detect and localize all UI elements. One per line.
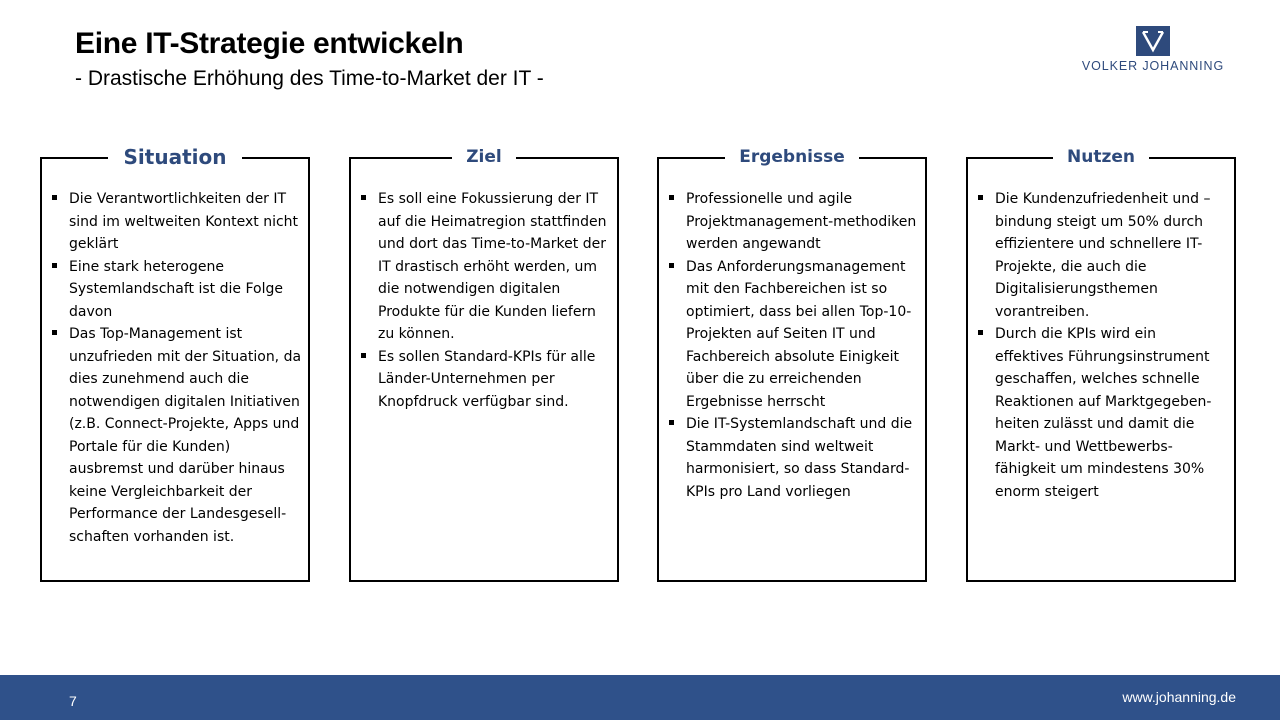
nutzen-heading: Nutzen: [968, 144, 1234, 170]
list-item: Eine stark heterogene Systemlandschaft ist die Folge davon: [51, 256, 302, 324]
list-item: Professionelle und agile Projektmanagement-methodiken werden angewandt: [668, 188, 919, 256]
slide-subtitle: - Drastische Erhöhung des Time-to-Market der IT -: [75, 67, 544, 90]
footer-bar: [0, 675, 1280, 720]
website-link[interactable]: www.johanning.de: [1122, 689, 1236, 705]
ergebnisse-list: [668, 188, 919, 503]
situation-box: [40, 145, 310, 582]
ergebnisse-box: [657, 147, 927, 582]
ziel-heading: Ziel: [351, 144, 617, 170]
company-logo: [1058, 26, 1248, 76]
list-item: Die IT-Systemlandschaft und die Stammdaten sind weltweit harmonisiert, so dass Standard-KPIs pro Land vorliegen: [668, 413, 919, 503]
list-item: Durch die KPIs wird ein effektives Führungsinstrument geschaffen, welches schnelle Reaktionen auf Marktgegeben-heiten zulässt und damit die Markt- und Wettbewerbs-fähigkeit um mindestens 30% enorm steigert: [977, 323, 1228, 503]
page-number: 7: [69, 693, 77, 709]
slide-title: Eine IT-Strategie entwickeln: [75, 27, 464, 60]
ziel-box: [349, 147, 619, 582]
nutzen-box: [966, 147, 1236, 582]
list-item: Das Top-Management ist unzufrieden mit der Situation, da dies zunehmend auch die notwendigen digitalen Initiativen (z.B. Connect-Projekte, Apps und Portale für die Kunden) ausbremst und darüber hinaus keine Vergleichbarkeit der Performance der Landesgesell-schaften vorhanden ist.: [51, 323, 302, 548]
ergebnisse-heading: Ergebnisse: [659, 144, 925, 170]
situation-list: [51, 188, 302, 548]
list-item: Das Anforderungsmanagement mit den Fachbereichen ist so optimiert, dass bei allen Top-10-Projekten auf Seiten IT und Fachbereich absolute Einigkeit über die zu erreichenden Ergebnisse herrscht: [668, 256, 919, 414]
list-item: Es soll eine Fokussierung der IT auf die Heimatregion stattfinden und dort das Time-to-Market der IT drastisch erhöht werden, um die notwendigen digitalen Produkte für die Kunden liefern zu können.: [360, 188, 611, 346]
logo-text: VOLKER JOHANNING: [1081, 59, 1225, 73]
ziel-list: [360, 188, 611, 413]
list-item: Die Verantwortlichkeiten der IT sind im weltweiten Kontext nicht geklärt: [51, 188, 302, 256]
logo-v-icon: [1136, 26, 1170, 56]
nutzen-list: [977, 188, 1228, 503]
situation-heading: Situation: [42, 144, 308, 170]
list-item: Es sollen Standard-KPIs für alle Länder-Unternehmen per Knopfdruck verfügbar sind.: [360, 346, 611, 414]
list-item: Die Kundenzufriedenheit und –bindung steigt um 50% durch effizientere und schnellere IT-Projekte, die auch die Digitalisierungsthemen vorantreiben.: [977, 188, 1228, 323]
